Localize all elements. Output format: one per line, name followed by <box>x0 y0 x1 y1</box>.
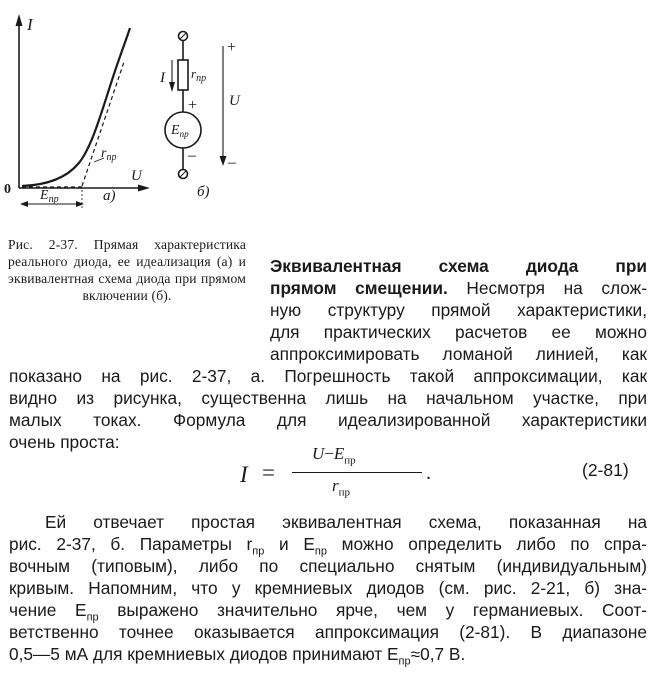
current-arrow-head <box>169 82 175 92</box>
voltage-arrow-head <box>220 156 227 166</box>
text-line: видно из рисунка, существенна лишь на начальном участке, при <box>9 388 647 408</box>
voltage-label: U <box>229 93 240 109</box>
current-label: I <box>160 70 165 86</box>
formula-denominator: $r_{пр}$ <box>332 476 351 499</box>
panel-b-label: б) <box>197 184 210 200</box>
text-line: вочным (типовым), либо по специально снятым (индивидуальным) <box>9 556 647 576</box>
text-line: ную структуру прямой характеристики, <box>270 300 647 320</box>
dimension-arrow-left <box>20 201 28 207</box>
figure-caption: Рис. 2-37. Прямая характеристика реального диода, ее идеализация (а) и эквивалентная схема диода при прямом включении (б). <box>8 237 246 303</box>
text-line: аппроксимировать ломаной линией, как <box>270 344 647 364</box>
text-line: очень проста: <box>9 432 120 452</box>
plus-terminal-sign: + <box>227 39 237 56</box>
text-line: прямом смещении. Несмотря на слож- <box>270 278 647 298</box>
text-line: рис. 2-37, б. Параметры $r_{пр}$ и $E_{пр}$ можно определить либо по спра- <box>9 534 648 558</box>
minus-sign: – <box>188 147 196 164</box>
panel-a-label: а) <box>103 188 116 204</box>
formula-equals: = <box>262 460 275 485</box>
idealized-slope-segment <box>82 62 124 186</box>
figure-2-37 <box>0 0 280 230</box>
resistor-r-pr <box>178 60 188 90</box>
fraction-bar <box>292 472 422 473</box>
terminal-bottom-mark <box>180 171 186 177</box>
text-line: кривым. Напомним, что у кремниевых диодов (см. рис. 2-21, б) зна- <box>9 578 647 598</box>
text-line: показано на рис. 2-37, а. Погрешность такой аппроксимации, как <box>9 366 647 386</box>
characteristic-graph <box>16 14 151 209</box>
dimension-arrow-right <box>76 201 84 207</box>
source-label: $E_{пр}$ <box>171 123 189 139</box>
y-axis-label: I <box>27 15 33 34</box>
formula-numerator: $U-E_{пр}$ <box>312 444 356 467</box>
text-line: Эквивалентная схема диода при <box>270 256 647 276</box>
equation-number: (2-81) <box>582 460 629 480</box>
minus-terminal-sign: – <box>228 154 236 171</box>
text-line: Ей отвечает простая эквивалентная схема, показанная на <box>45 512 647 532</box>
text-line: 0,5—5 мА для кремниевых диодов принимают $E_{пр}\approx 0,7$ В. <box>9 644 466 668</box>
e-pr-label: $E_{пр}$ <box>40 188 59 205</box>
text-line: для практических расчетов ее можно <box>270 322 647 342</box>
r-pr-label: $r_{пр}$ <box>101 146 117 163</box>
text-line: чение $E_{пр}$ выражено значительно ярче, чем у германиевых. Соот- <box>9 600 648 624</box>
y-axis-arrow <box>16 14 23 26</box>
terminal-top-mark <box>180 33 186 39</box>
source-plus-sign: + <box>188 97 198 114</box>
formula-lhs: I <box>240 462 248 487</box>
text-line: ветственно точнее оказывается аппроксимация (2-81). В диапазоне <box>9 622 647 642</box>
resistor-label: $r_{пр}$ <box>191 66 207 84</box>
formula-period: . <box>426 462 431 484</box>
origin-label: 0 <box>4 182 11 197</box>
text-line: малых токах. Формула для идеализированной характеристики <box>9 410 647 430</box>
formula-2-81 <box>240 440 540 504</box>
x-axis-arrow <box>138 185 150 192</box>
x-axis-label: U <box>131 168 142 184</box>
